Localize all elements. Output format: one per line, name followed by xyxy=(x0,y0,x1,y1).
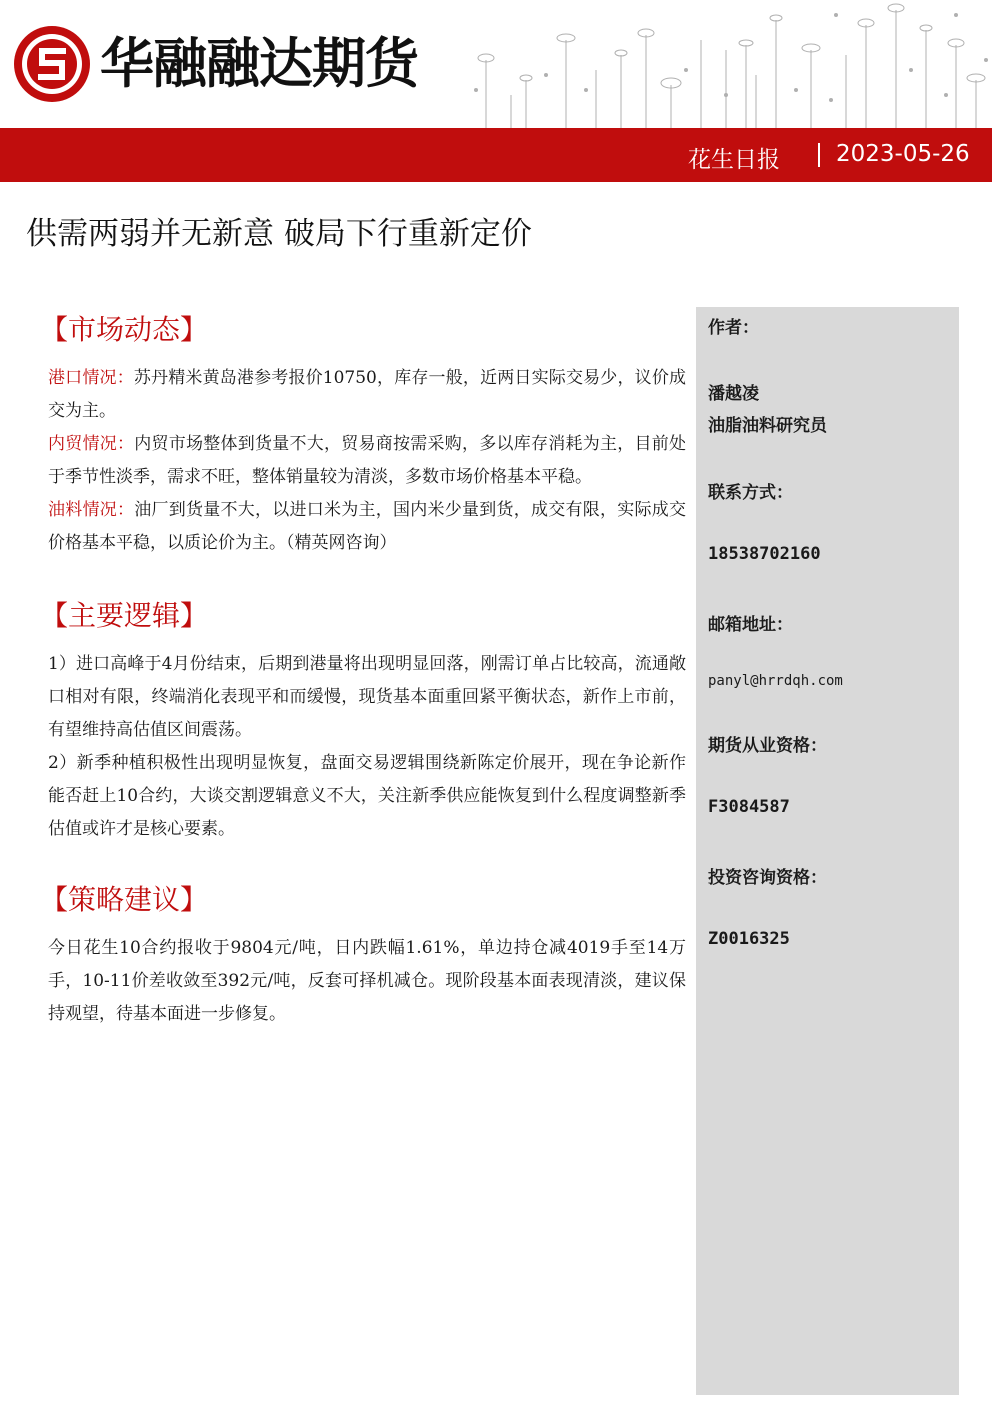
company-logo-icon xyxy=(12,24,92,104)
futures-qualification-label: 期货从业资格： xyxy=(708,736,827,756)
author-title: 油脂油料研究员 xyxy=(708,416,827,436)
strategy-paragraph: 今日花生10合约报收于9804元/吨，日内跌幅1.61%，单边持仓减4019手至14万手，10-11价差收敛至392元/吨，反套可择机减仓。现阶段基本面表现清淡，建议保持观望，待基本面进一步修复。 xyxy=(48,938,686,1024)
section-title-strategy: 【策略建议】 xyxy=(40,883,209,916)
domestic-label: 内贸情况： xyxy=(48,434,135,454)
logic-paragraph-2: 2）新季种植积极性出现明显恢复，盘面交易逻辑围绕新陈定价展开，现在争论新作能否赶上10合约，大谈交割逻辑意义不大，关注新季供应能恢复到什么程度调整新季估值或许才是核心要素。 xyxy=(48,753,686,839)
report-date: 2023-05-26 xyxy=(836,141,970,167)
author-name: 潘越凌 xyxy=(708,384,759,404)
logic-paragraph-1: 1）进口高峰于4月份结束，后期到港量将出现明显回落，刚需订单占比较高，流通敞口相对有限，终端消化表现平和而缓慢，现货基本面重回紧平衡状态，新作上市前，有望维持高估值区间震荡。 xyxy=(48,654,686,740)
investment-qualification-number: Z0016325 xyxy=(708,929,790,949)
author-label: 作者： xyxy=(708,318,759,338)
domestic-text: 内贸市场整体到货量不大，贸易商按需采购，多以库存消耗为主，目前处于季节性淡季，需求不旺，整体销量较为清淡，多数市场价格基本平稳。 xyxy=(48,434,686,487)
port-text: 苏丹精米黄岛港参考报价10750，库存一般，近两日实际交易少，议价成交为主。 xyxy=(48,368,686,421)
domestic-paragraph xyxy=(48,428,686,494)
header-decoration xyxy=(456,0,992,128)
email-label: 邮箱地址： xyxy=(708,615,793,635)
port-paragraph xyxy=(48,362,686,428)
report-type: 花生日报 xyxy=(688,147,780,173)
oil-paragraph xyxy=(48,494,686,560)
email-address[interactable]: panyl@hrrdqh.com xyxy=(708,673,843,689)
oil-label: 油料情况： xyxy=(48,500,135,520)
author-sidebar xyxy=(696,307,959,1395)
report-headline: 供需两弱并无新意 破局下行重新定价 xyxy=(26,216,532,252)
futures-qualification-number: F3084587 xyxy=(708,797,790,817)
main-content xyxy=(40,308,686,1031)
phone-number: 18538702160 xyxy=(708,544,821,564)
section-title-market: 【市场动态】 xyxy=(40,313,209,346)
port-label: 港口情况： xyxy=(48,368,134,388)
investment-qualification-label: 投资咨询资格： xyxy=(708,868,827,888)
contact-label: 联系方式： xyxy=(708,483,793,503)
oil-text: 油厂到货量不大，以进口米为主，国内米少量到货，成交有限，实际成交价格基本平稳，以质论价为主。（精英网咨询） xyxy=(48,500,686,553)
brand-name: 华融融达期货 xyxy=(100,32,418,95)
header-divider xyxy=(818,143,820,167)
section-title-logic: 【主要逻辑】 xyxy=(40,599,209,632)
